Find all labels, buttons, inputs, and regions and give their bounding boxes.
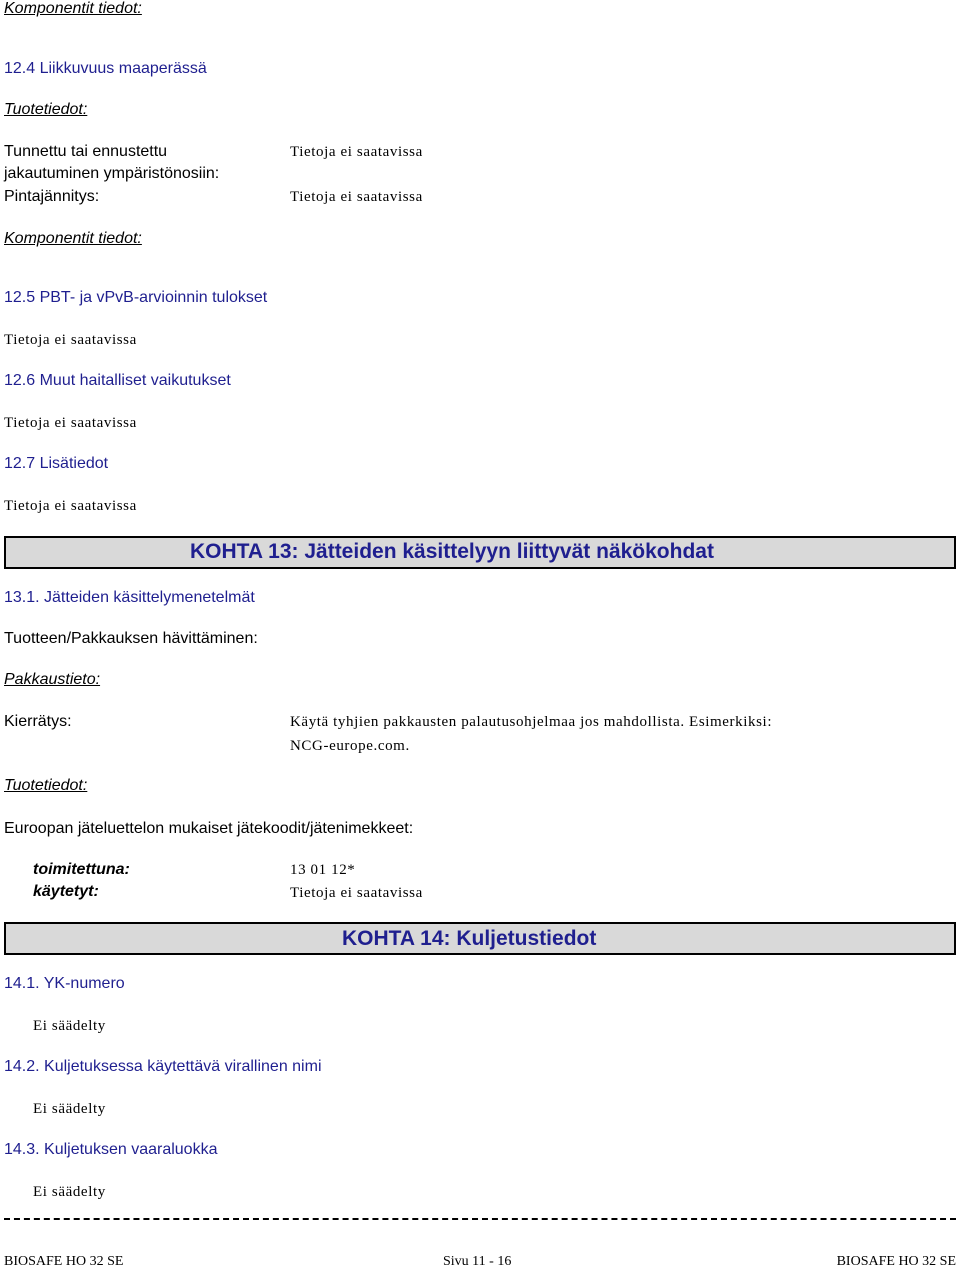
recycling-value-line1: Käytä tyhjien pakkausten palautusohjelmaa jos mahdollista. Esimerkiksi:: [290, 714, 773, 730]
delivered-label: toimitettuna:: [33, 861, 130, 878]
delivered-value: 13 01 12*: [290, 862, 356, 878]
heading-12-5: 12.5 PBT- ja vPvB-arvioinnin tulokset: [4, 289, 268, 306]
section-13-title: KOHTA 13: Jätteiden käsittelyyn liittyvät näkökohdat: [190, 540, 714, 563]
heading-14-3: 14.3. Kuljetuksen vaaraluokka: [4, 1141, 218, 1158]
disposal-label: Tuotteen/Pakkauksen hävittäminen:: [4, 630, 258, 647]
distribution-label-line2: jakautuminen ympäristönosiin:: [4, 165, 220, 182]
footer-left: BIOSAFE HO 32 SE: [4, 1254, 124, 1269]
used-value: Tietoja ei saatavissa: [290, 885, 423, 901]
surface-tension-label: Pintajännitys:: [4, 188, 100, 205]
text-12-5: Tietoja ei saatavissa: [4, 332, 137, 348]
text-12-6: Tietoja ei saatavissa: [4, 415, 137, 431]
value-14-1: Ei säädelty: [33, 1018, 106, 1034]
heading-12-6: 12.6 Muut haitalliset vaikutukset: [4, 372, 231, 389]
recycling-value-line2: NCG-europe.com.: [290, 738, 410, 754]
heading-12-7: 12.7 Lisätiedot: [4, 455, 109, 472]
value-14-3: Ei säädelty: [33, 1184, 106, 1200]
packaging-info-label: Pakkaustieto:: [4, 671, 101, 688]
footer-page-number: Sivu 11 - 16: [443, 1254, 512, 1269]
product-info-label: Tuotetiedot:: [4, 101, 88, 118]
text-12-7: Tietoja ei saatavissa: [4, 498, 137, 514]
heading-14-1: 14.1. YK-numero: [4, 975, 125, 992]
product-info-label-2: Tuotetiedot:: [4, 777, 88, 794]
heading-13-1: 13.1. Jätteiden käsittelymenetelmät: [4, 589, 255, 606]
component-info-label: Komponentit tiedot:: [4, 0, 142, 17]
value-14-2: Ei säädelty: [33, 1101, 106, 1117]
section-14-title: KOHTA 14: Kuljetustiedot: [342, 927, 597, 950]
heading-12-4: 12.4 Liikkuvuus maaperässä: [4, 60, 207, 77]
distribution-label-line1: Tunnettu tai ennustettu: [4, 143, 168, 160]
used-label: käytetyt:: [33, 883, 99, 900]
footer-divider: [4, 1218, 956, 1220]
waste-codes-label: Euroopan jäteluettelon mukaiset jätekoodit/jätenimekkeet:: [4, 820, 414, 837]
surface-tension-value: Tietoja ei saatavissa: [290, 189, 423, 205]
footer-right: BIOSAFE HO 32 SE: [836, 1254, 956, 1269]
recycling-label: Kierrätys:: [4, 713, 72, 730]
distribution-value: Tietoja ei saatavissa: [290, 144, 423, 160]
component-info-label-2: Komponentit tiedot:: [4, 230, 142, 247]
heading-14-2: 14.2. Kuljetuksessa käytettävä virallinen nimi: [4, 1058, 322, 1075]
